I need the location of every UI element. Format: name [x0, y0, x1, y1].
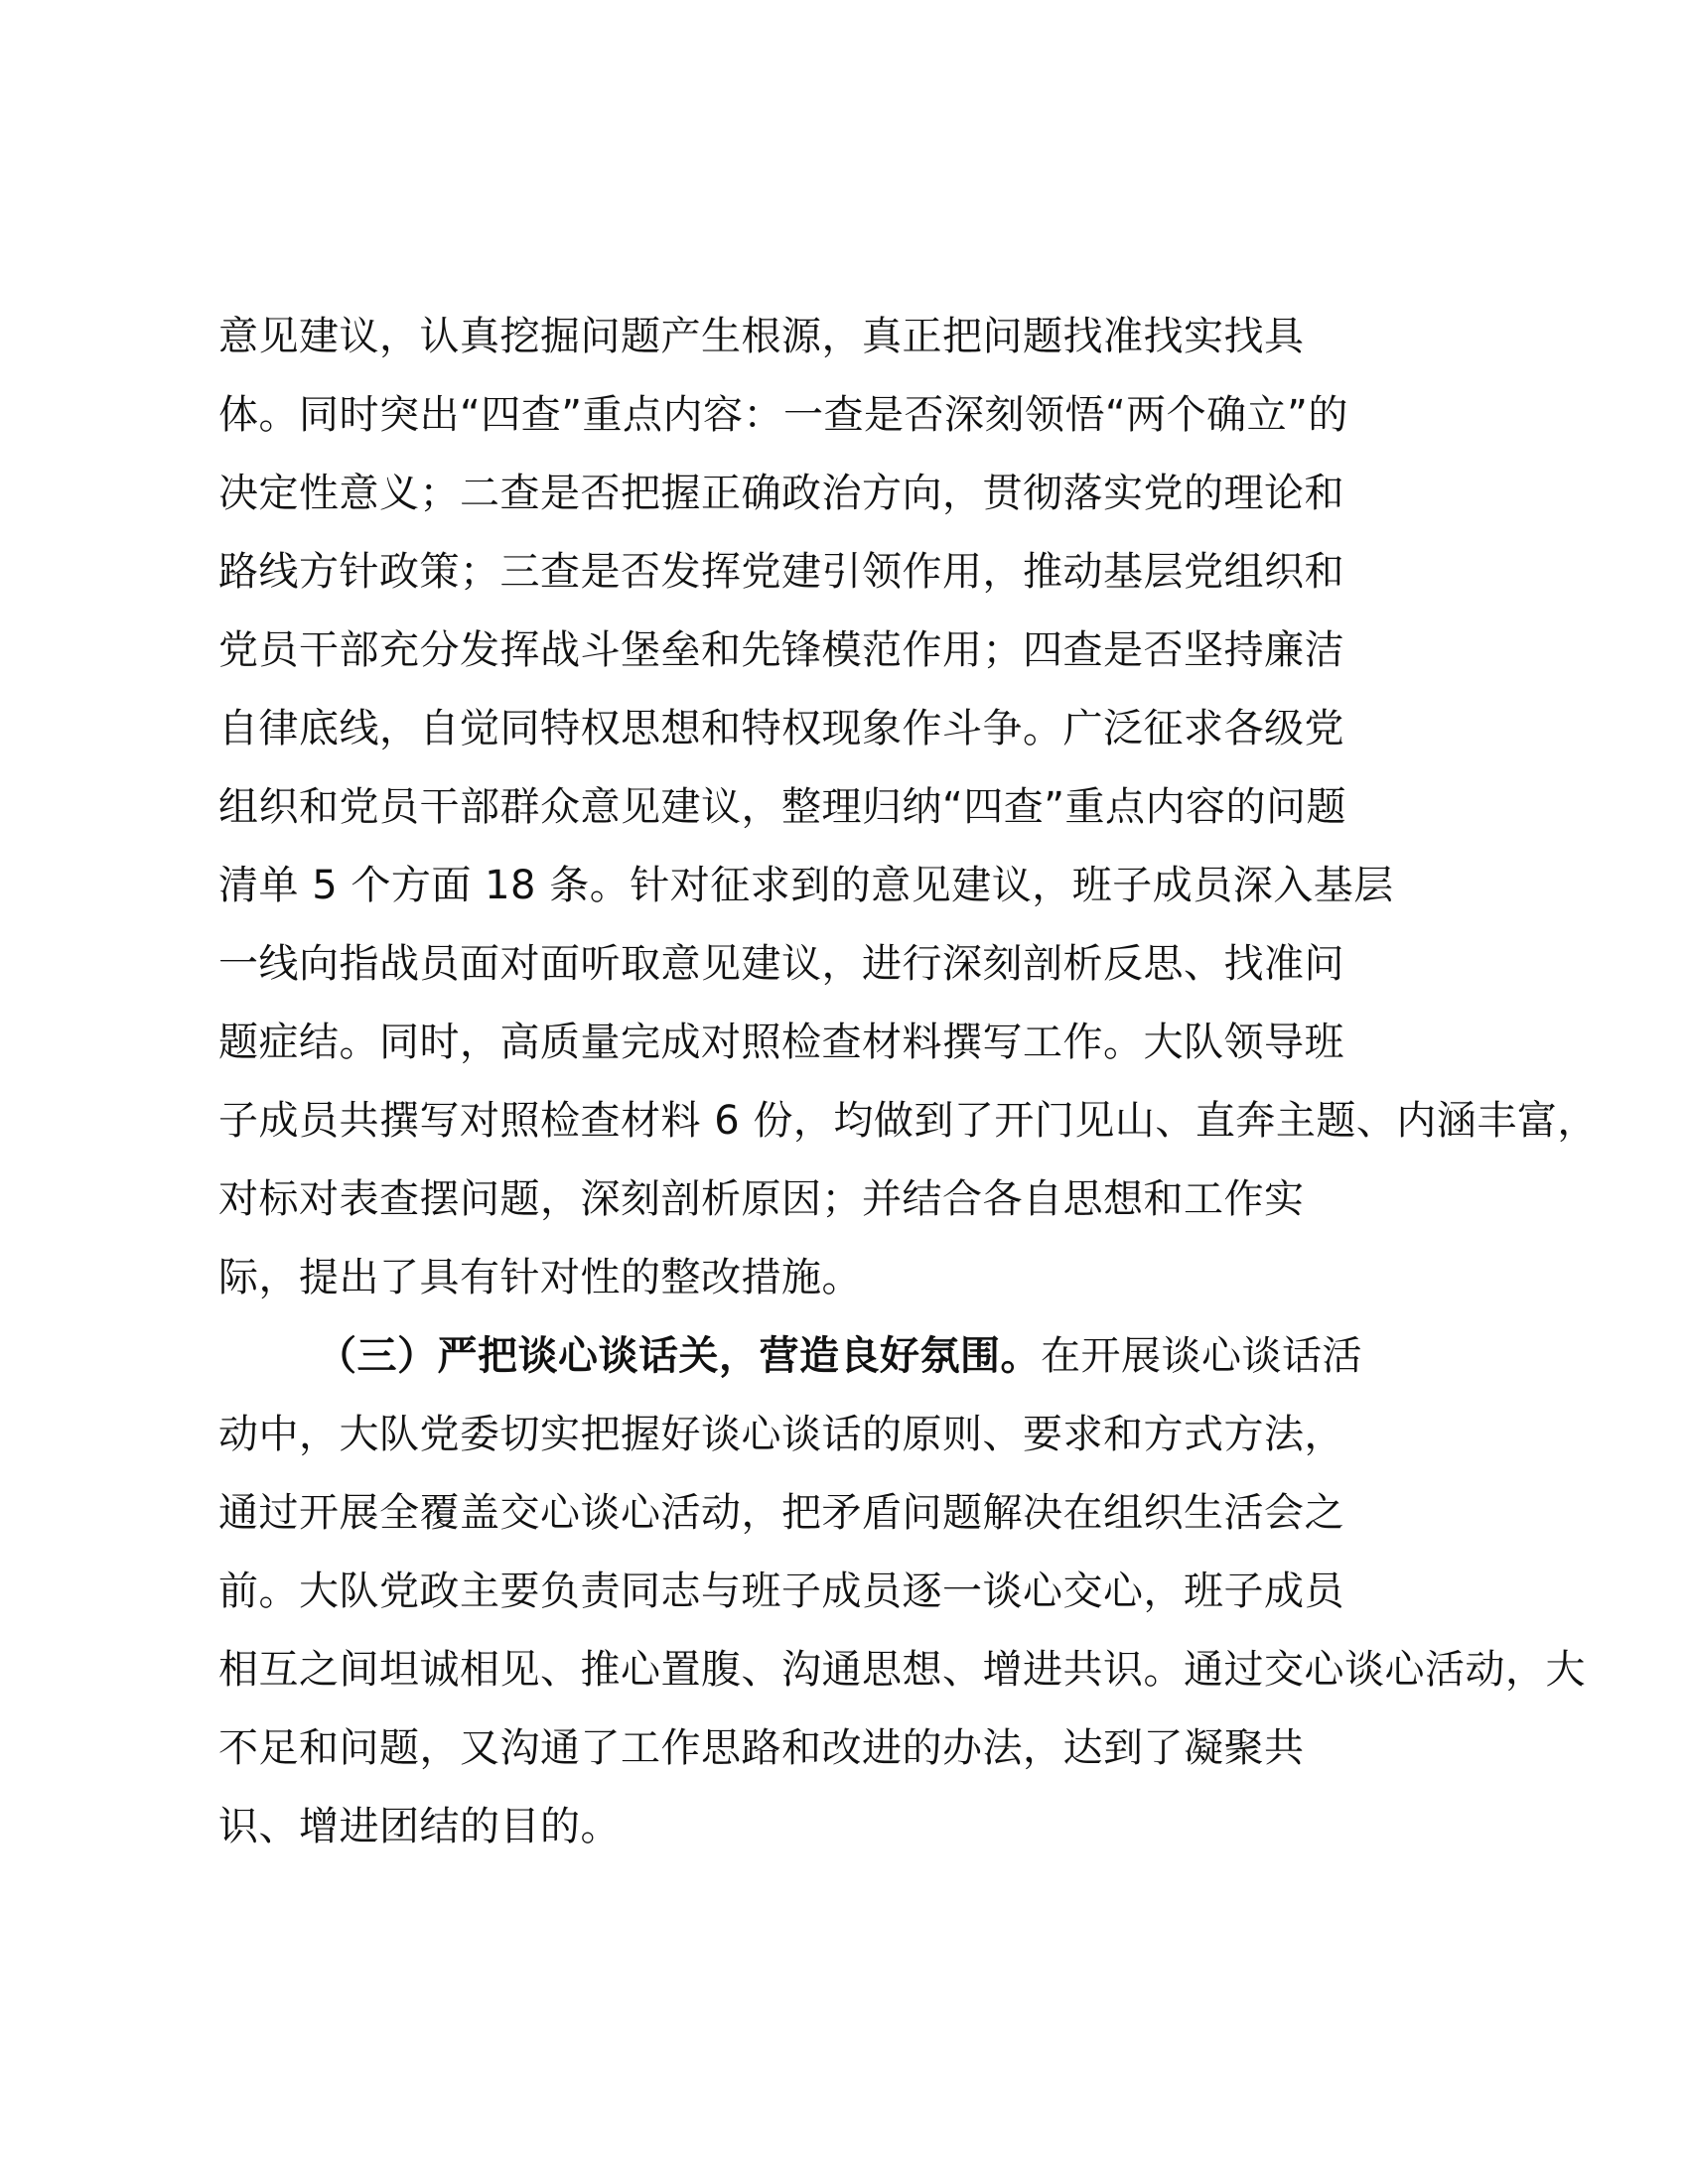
text-line: 不足和问题，又沟通了工作思路和改进的办法，达到了凝聚共 — [218, 1725, 1305, 1771]
section-3-heading-rest: 在开展谈心谈话活 — [1041, 1333, 1362, 1379]
text-line: 动中，大队党委切实把握好谈心谈话的原则、要求和方式方法， — [218, 1412, 1344, 1457]
text-line: 组织和党员干部群众意见建议，整理归纳“四查”重点内容的问题 — [218, 784, 1346, 830]
text-line: 对标对表查摆问题，深刻剖析原因；并结合各自思想和工作实 — [218, 1176, 1305, 1222]
text-line: 体。同时突出“四查”重点内容：一查是否深刻领悟“两个确立”的 — [218, 392, 1348, 438]
text-line: 一线向指战员面对面听取意见建议，进行深刻剖析反思、找准问 — [218, 941, 1344, 987]
text-line: 党员干部充分发挥战斗堡垒和先锋模范作用；四查是否坚持廉洁 — [218, 627, 1344, 673]
text-line: 意见建议，认真挖掘问题产生根源，真正把问题找准找实找具 — [218, 314, 1305, 359]
text-line: 子成员共撰写对照检查材料 6 份，均做到了开门见山、直奔主题、内涵丰富， — [218, 1098, 1598, 1144]
text-line: 自律底线，自觉同特权思想和特权现象作斗争。广泛征求各级党 — [218, 706, 1344, 751]
text-line: 识、增进团结的目的。 — [218, 1804, 621, 1849]
text-line: 题症结。同时，高质量完成对照检查材料撰写工作。大队领导班 — [218, 1020, 1344, 1065]
text-line: 路线方针政策；三查是否发挥党建引领作用，推动基层党组织和 — [218, 549, 1344, 595]
text-line: 通过开展全覆盖交心谈心活动，把矛盾问题解决在组织生活会之 — [218, 1490, 1344, 1536]
section-3-heading: （三）严把谈心谈话关，营造良好氛围。 — [317, 1333, 1041, 1379]
text-line: 相互之间坦诚相见、推心置腹、沟通思想、增进共识。通过交心谈心活动，大 — [218, 1647, 1586, 1693]
text-line: 决定性意义；二查是否把握正确政治方向，贯彻落实党的理论和 — [218, 471, 1344, 516]
body-text — [218, 298, 1688, 1866]
text-line: 际，提出了具有针对性的整改措施。 — [218, 1255, 862, 1300]
text-line: 清单 5 个方面 18 条。针对征求到的意见建议，班子成员深入基层 — [218, 863, 1394, 908]
text-line: 前。大队党政主要负责同志与班子成员逐一谈心交心，班子成员 — [218, 1569, 1344, 1614]
section-3-first-line — [218, 1317, 1688, 1396]
